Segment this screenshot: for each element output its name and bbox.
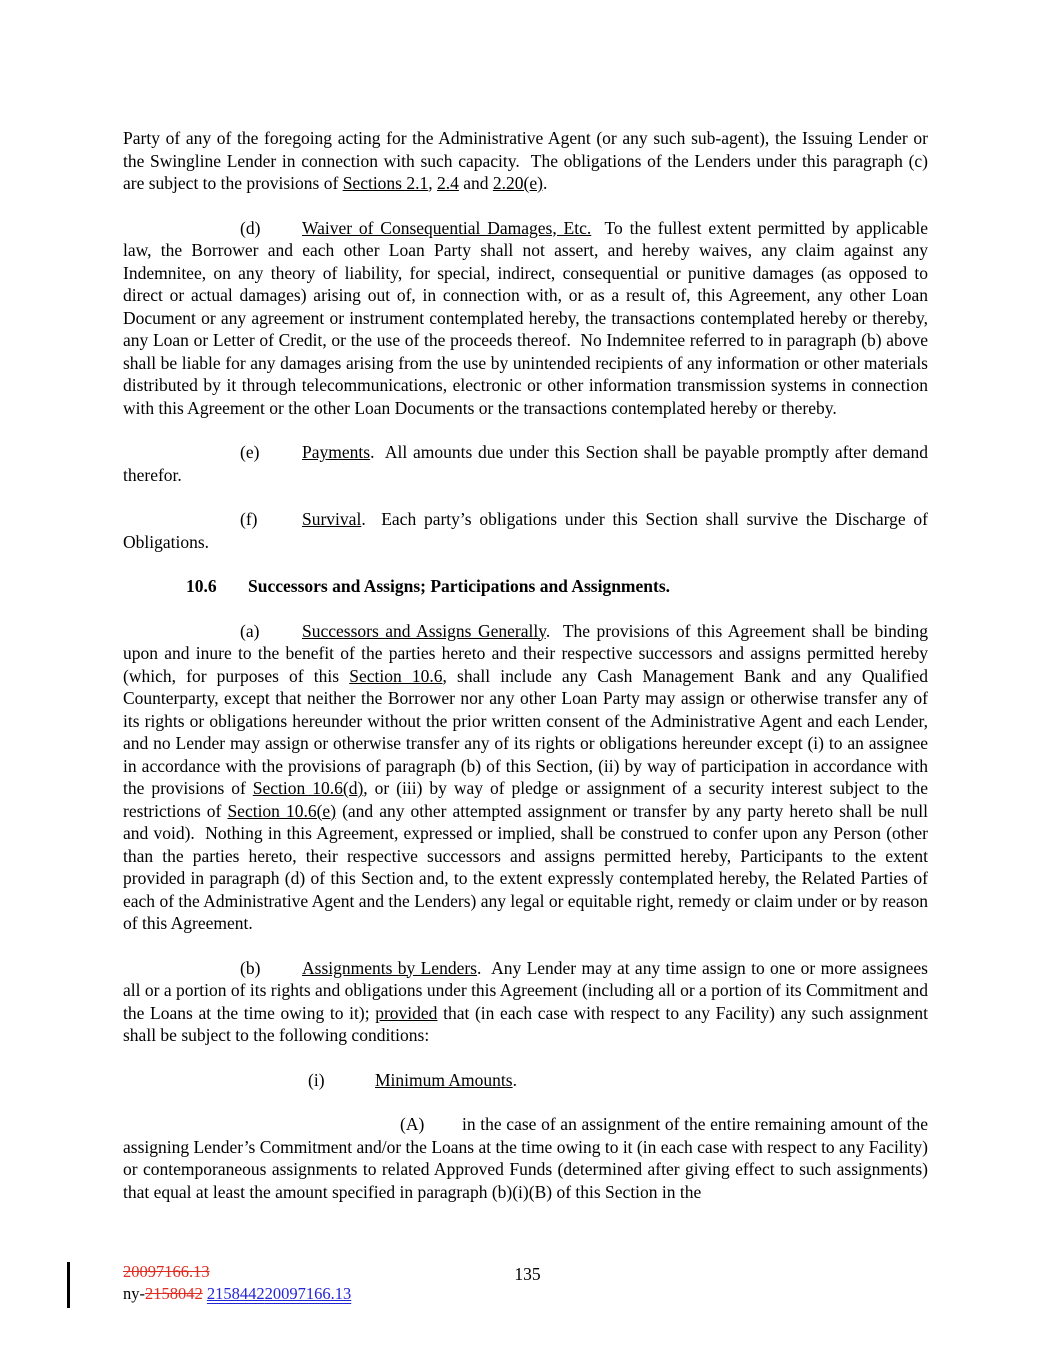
text-run: in the case of an assignment of the entire remaining amount of the assigning Lender’s Commitment and/or the Loans at the time owing to it (in each case with respect to any Facility) or contemporaneous assignments to related Approved Funds (determined after giving effect to such assignments) that equal at least the amount specified in paragraph (b)(i)(B) of this Section in the: [123, 1114, 928, 1202]
paragraph-continuation: [123, 127, 928, 195]
underlined-text: 2.4: [437, 173, 459, 193]
text-run: that (in each case with respect to any Facility) any such assignment shall be subject to the following conditions:: [123, 1002, 928, 1045]
underlined-text: 2.20(e): [492, 173, 543, 193]
section-heading-10-6: [123, 575, 928, 598]
underlined-text: Section 10.6: [349, 665, 443, 686]
inserted-text: 20097166.13: [264, 1284, 352, 1303]
paragraph-label: (e): [240, 442, 260, 462]
underlined-text: Payments: [302, 442, 371, 462]
text-run: . Any Lender may at any time assign to one or more assignees all or a portion of its rights and obligations under this Agreement (including all or a portion of its Commitment and the Loans at the time owing to it);: [123, 957, 928, 1023]
text-run: ny-: [123, 1284, 145, 1303]
clause-A-entire-remaining-amount: [123, 1113, 928, 1203]
text-run: Party of any of the foregoing acting for the Administrative Agent (or any such sub-agent), the Issuing Lender or the Swingline Lender in connection with such capacity. The obligations of the Lenders under this paragraph (c) are subject to the provisions of: [123, 128, 928, 193]
text-run: (and any other attempted assignment or transfer by any party hereto shall be null and void). Nothing in this Agreement, expressed or implied, shall be construed to confer upon any Person (other than the parties hereto, their respective successors and assigns permitted hereby, Participants to the extent provided in paragraph (d) of this Section and, to the extent expressly contemplated hereby, the Related Parties of each of the Administrative Agent and the Lenders) any legal or equitable right, remedy or claim under or by reason of this Agreement.: [123, 800, 928, 933]
underlined-text: Survival: [302, 509, 362, 529]
paragraph-label: 10.6: [186, 576, 217, 596]
underlined-text: Sections 2.1: [342, 173, 429, 193]
underlined-text: provided: [375, 1002, 438, 1023]
underlined-text: Successors and Assigns Generally: [302, 620, 546, 641]
bold-text: Successors and Assigns; Participations and Assignments.: [248, 576, 671, 596]
paragraph-d-waiver-of-consequential-damages: [123, 217, 928, 420]
paragraph-e-payments: [123, 441, 928, 486]
deleted-text: 20097166.13: [123, 1262, 210, 1281]
text-run: .: [542, 173, 548, 193]
paragraph-label: (a): [240, 620, 260, 641]
paragraph-f-survival: [123, 508, 928, 553]
page-number: 135: [514, 1264, 541, 1284]
paragraph-label: (A): [400, 1114, 425, 1134]
paragraph-b-assignments-by-lenders: [123, 957, 928, 1047]
paragraph-label: (d): [240, 217, 261, 238]
clause-i-minimum-amounts: [123, 1069, 928, 1092]
text-run: .: [512, 1069, 517, 1090]
text-run: , or (iii) by way of pledge or assignment of a security interest subject to the restrictions of: [123, 778, 928, 821]
underlined-text: Minimum Amounts: [375, 1069, 513, 1090]
underlined-text: Assignments by Lenders: [302, 957, 477, 978]
text-run: . The provisions of this Agreement shall be binding upon and inure to the benefit of the parties hereto and their respective successors and assigns permitted hereby (which, for purposes of this: [123, 620, 928, 686]
text-run: ,: [428, 173, 437, 193]
text-run: and: [458, 173, 493, 193]
paragraph-a-successors-and-assigns-generally: [123, 620, 928, 935]
document-body: [123, 127, 928, 1225]
underlined-text: Section 10.6(e): [227, 800, 337, 821]
paragraph-label: (f): [240, 509, 258, 529]
text-run: , shall include any Cash Management Bank and any Qualified Counterparty, except that neither the Borrower nor any other Loan Party may assign or otherwise transfer any of its rights or obligations hereunder without the prior written consent of the Administrative Agent and each Lender, and no Lender may assign or otherwise transfer any of its rights or obligations hereunder except (i) to an assignee in accordance with the provisions of paragraph (b) of this Section, (ii) by way of participation in accordance with the provisions of: [123, 665, 928, 798]
underlined-text: Waiver of Consequential Damages, Etc.: [302, 217, 592, 238]
inserted-text: 2158442: [206, 1284, 265, 1303]
footer-doc-id-line2: [123, 1283, 351, 1305]
deleted-text: 2158042: [145, 1284, 203, 1303]
text-run: To the fullest extent permitted by applicable law, the Borrower and each other Loan Party shall not assert, and hereby waives, any claim against any Indemnitee, on any theory of liability, for special, indirect, consequential or punitive damages (as opposed to direct or actual damages) arising out of, in connection with, or as a result of, this Agreement, any other Loan Document or any agreement or instrument contemplated hereby, the transactions contemplated hereby or thereby, any Loan or Letter of Credit, or the use of the proceeds thereof. No Indemnitee referred to in paragraph (b) above shall be liable for any damages arising from the use by unintended recipients of any information or other materials distributed by it through telecommunications, electronic or other information transmission systems in connection with this Agreement or the other Loan Documents or the transactions contemplated hereby or thereby.: [123, 217, 928, 418]
text-run: . Each party’s obligations under this Section shall survive the Discharge of Obligations.: [123, 509, 928, 552]
underlined-text: Section 10.6(d): [252, 778, 364, 798]
paragraph-label: (i): [308, 1069, 325, 1090]
text-run: . All amounts due under this Section shall be payable promptly after demand therefor.: [123, 442, 928, 485]
paragraph-label: (b): [240, 957, 261, 978]
